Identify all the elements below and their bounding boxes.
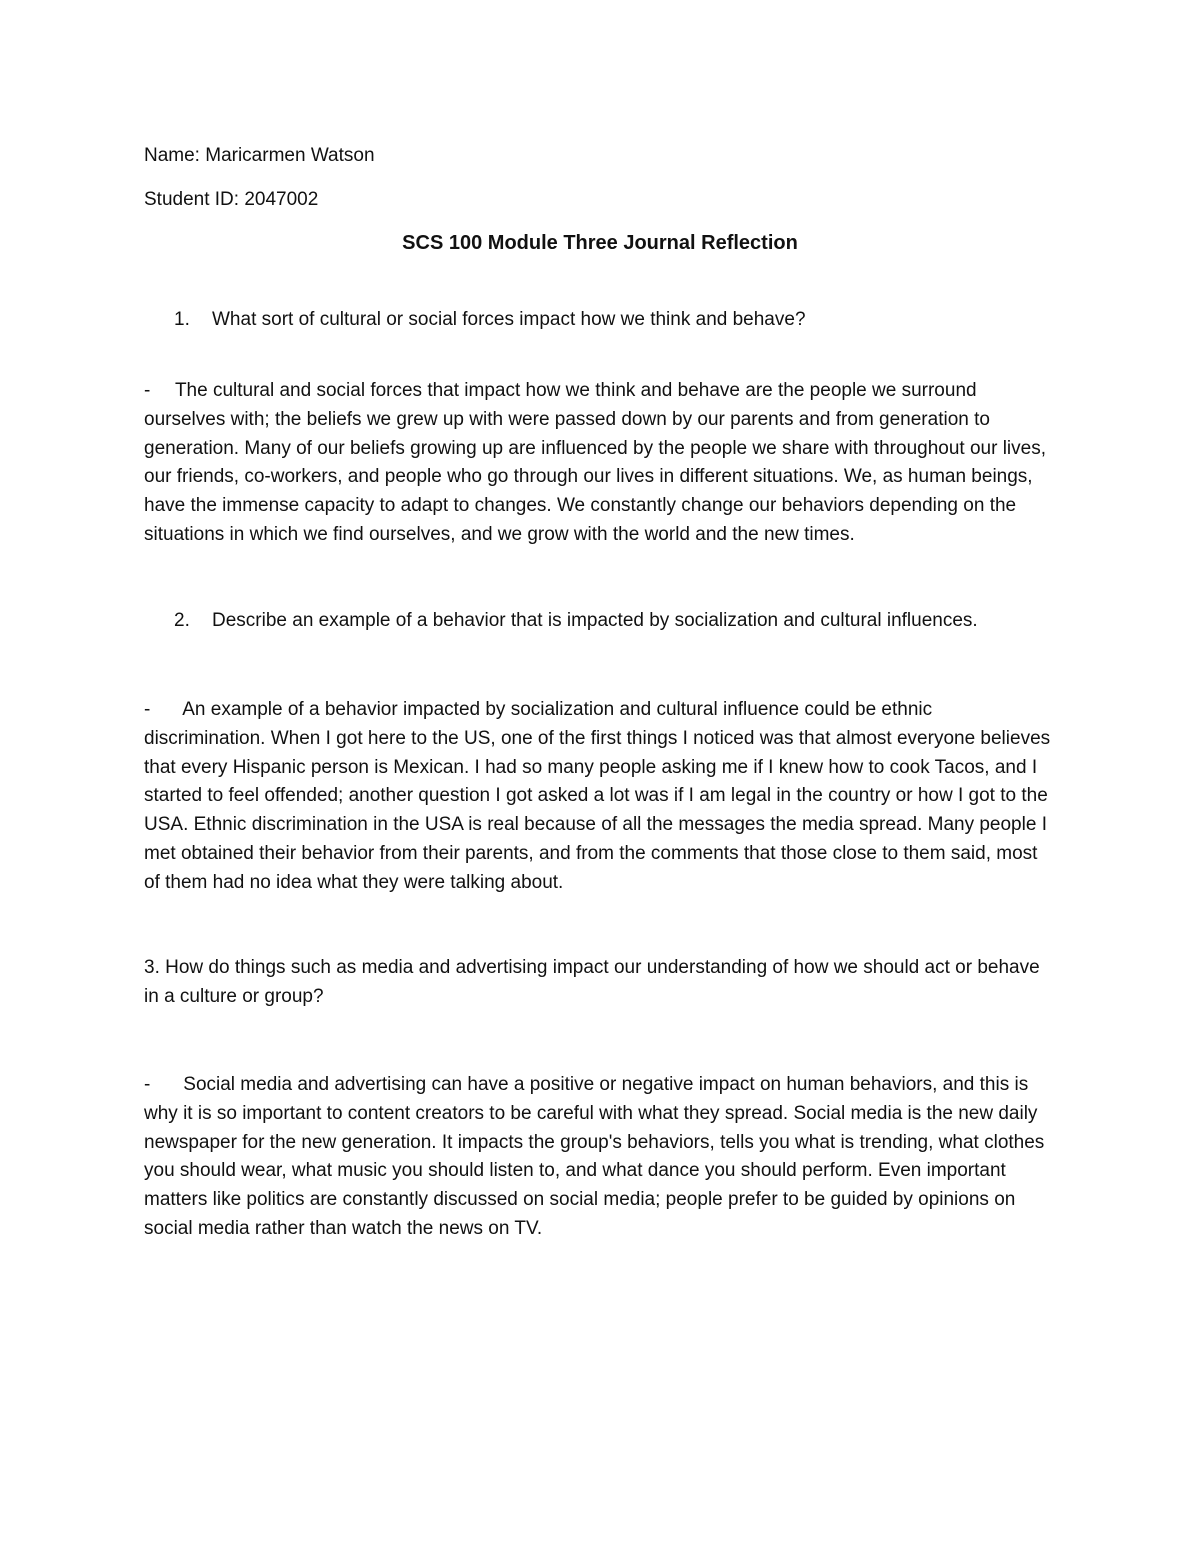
answer-3-marker: - (144, 1074, 151, 1095)
answer-1-marker: - (144, 380, 151, 401)
answer-2 (144, 696, 1056, 898)
answer-2-text: An example of a behavior impacted by socialization and cultural influence could be ethnic discrimination. When I got here to the US, one of the first things I noticed was that almost everyone believes that every Hispanic person is Mexican. I had so many people asking me if I knew how to cook Tacos, and I started to feel offended; another question I got asked a lot was if I am legal in the country or how I got to the USA. Ethnic discrimination in the USA is real because of all the messages the media spread. Many people I met obtained their behavior from their parents, and from the comments that those close to them said, most of them had no idea what they were talking about. (144, 699, 1051, 893)
answer-3-text: Social media and advertising can have a positive or negative impact on human behaviors, and this is why it is so important to content creators to be careful with what they spread. Social media is the new daily newspaper for the new generation. It impacts the group's behaviors, tells you what is trending, what clothes you should wear, what music you should listen to, and what dance you should perform. Even important matters like politics are constantly discussed on social media; people prefer to be guided by opinions on social media rather than watch the news on TV. (144, 1074, 1045, 1239)
question-2 (0, 607, 1200, 637)
answer-3 (144, 1071, 1056, 1244)
student-id: Student ID: 2047002 (144, 189, 319, 210)
question-3-text: How do things such as media and advertising impact our understanding of how we should act or behave in a culture or group? (144, 957, 1040, 1007)
question-3 (144, 954, 1056, 1012)
question-1-number: 1. (174, 309, 190, 330)
answer-2-marker: - (144, 699, 151, 720)
question-2-text: Describe an example of a behavior that is impacted by socialization and cultural influences. (212, 610, 978, 631)
answer-1-text: The cultural and social forces that impact how we think and behave are the people we surround ourselves with; the beliefs we grew up with were passed down by our parents and from generation to generation. Many of our beliefs growing up are influenced by the people we share with throughout our lives, our friends, co-workers, and people who go through our lives in different situations. We, as human beings, have the immense capacity to adapt to changes. We constantly change our behaviors depending on the situations in which we find ourselves, and we grow with the world and the new times. (144, 380, 1046, 545)
question-1 (0, 306, 1200, 336)
question-2-number: 2. (174, 610, 190, 631)
answer-1 (144, 377, 1056, 550)
student-name: Name: Maricarmen Watson (144, 145, 375, 166)
question-1-text: What sort of cultural or social forces impact how we think and behave? (212, 309, 806, 330)
document-title: SCS 100 Module Three Journal Reflection (402, 232, 798, 254)
question-3-number: 3. (144, 957, 160, 978)
